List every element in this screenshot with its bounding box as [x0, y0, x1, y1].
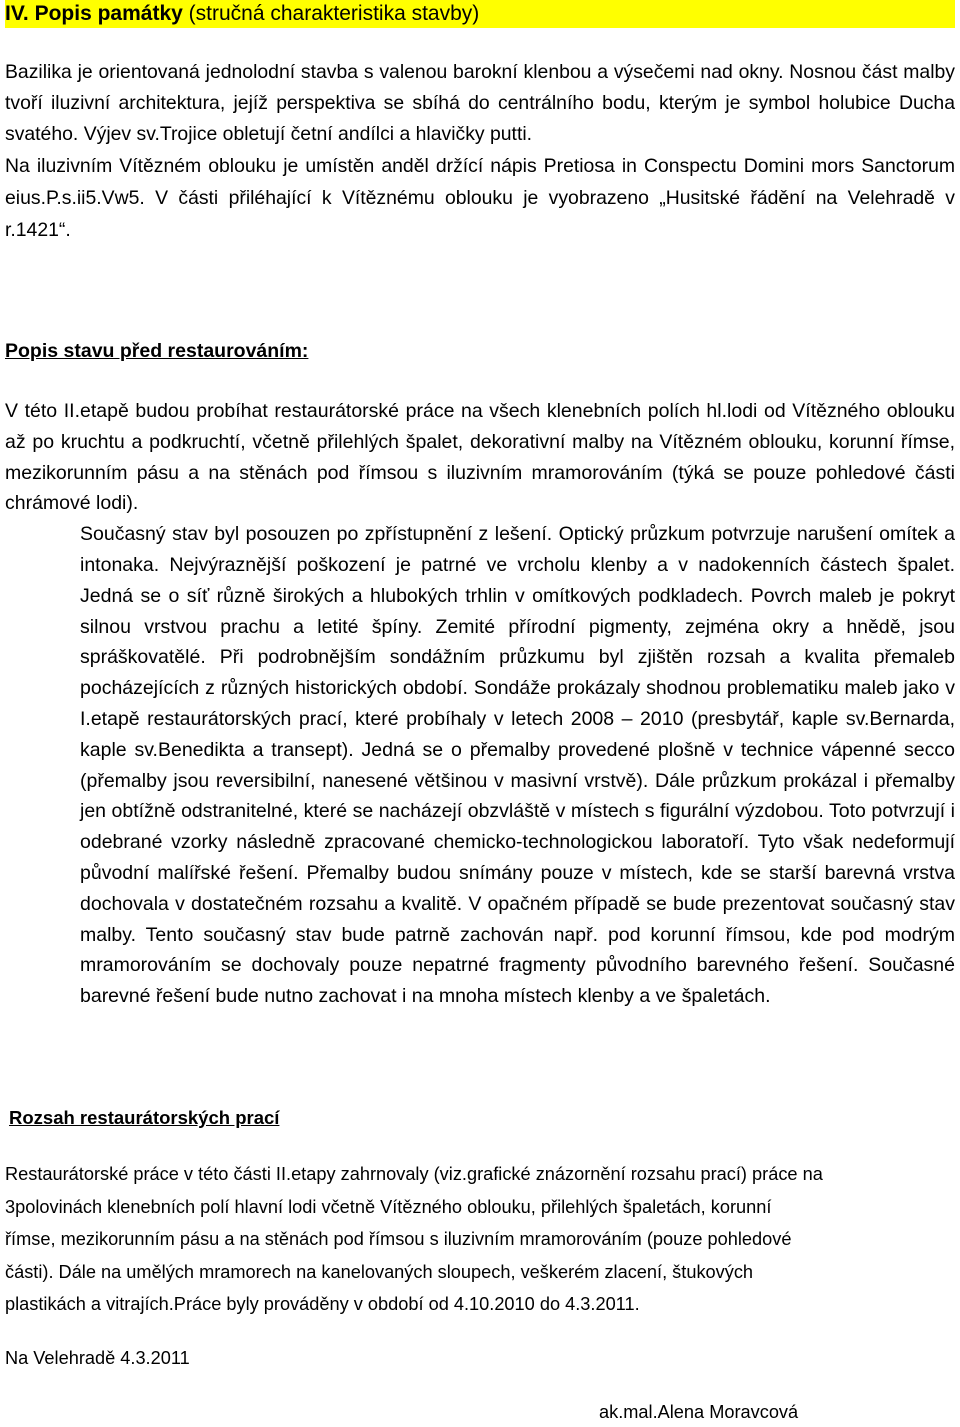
scope-line: Restaurátorské práce v této části II.etapy zahrnovaly (viz.grafické znázornění rozsahu prací) práce na [5, 1164, 823, 1184]
scope-line: plastikách a vitrajích.Práce byly prováděny v období od 4.10.2010 do 4.3.2011. [5, 1294, 640, 1314]
place-date: Na Velehradě 4.3.2011 [5, 1348, 190, 1368]
state-heading: Popis stavu před restaurováním: [5, 340, 309, 362]
scope-paragraph [5, 1158, 955, 1321]
section-subtitle: (stručná charakteristika stavby) [188, 2, 480, 25]
section-number: IV. [5, 2, 29, 25]
scope-heading: Rozsah restaurátorských prací [9, 1107, 280, 1128]
section-title [5, 0, 955, 28]
state-paragraph-2: Současný stav byl posouzen po zpřístupnění z lešení. Optický průzkum potvrzuje narušení omítek a intonaka. Nejvýraznější poškození je patrné ve vrcholu klenby a v nadokenních částech špalet. Jedná se o síť různě širokých a hlubokých trhlin v omítkových podkladech. Povrch maleb je pokryt silnou vrstvou prachu a letité špíny. Zemité přírodní pigmenty, zejména okry a hnědě, jsou spráškovatělé. Při podrobnějším sondážním průzkumu byl zjištěn rozsah a kvalita přemaleb pocházejících z různých historických období. Sondáže prokázaly shodnou problematiku maleb jako v I.etapě restaurátorských prací, které probíhaly v letech 2008 – 2010 (presbytář, kaple sv.Bernarda, kaple sv.Benedikta a transept). Jedná se o přemalby provedené plošně v technice vápenné secco (přemalby jsou reversibilní, nanesené většinou v masivní vrstvě). Dále průzkum prokázal i přemalby jen obtížně odstranitelné, které se nacházejí obzvláště v místech s figurální výzdobou. Toto potvrzují i odebrané vzorky následně zpracované chemicko-technologickou laboratoří. Tyto však nedeformují původní malířské řešení. Přemalby budou snímány pouze v místech, kde se starší barevná vrstva dochovala v dostatečném rozsahu a kvalitě. V opačném případě se bude prezentovat současný stav malby. Tento současný stav bude patrně zachován např. pod korunní římsou, kde pod modrým mramorováním se dochovaly pouze nepatrné fragmenty původního barevného řešení. Současné barevné řešení bude nutno zachovat i na mnoha místech klenby a ve špaletách. [80, 523, 955, 1008]
signature: ak.mal.Alena Moravcová [599, 1402, 799, 1422]
section-title-text: Popis památky [34, 2, 183, 25]
state-paragraph-1: V této II.etapě budou probíhat restaurátorské práce na všech klenebních polích hl.lodi od Vítězného oblouku až po kruchtu a podkruchtí, včetně přilehlých špalet, dekorativní malby na Vítězném oblouku, korunní římse, mezikorunním pásu a na stěnách pod římsou s iluzivním mramorováním (týká se pouze pohledové části chrámové lodi). [5, 400, 955, 515]
scope-line: římse, mezikorunním pásu a na stěnách pod římsou s iluzivním mramorováním (pouze pohledové [5, 1229, 792, 1249]
scope-line: 3polovinách klenebních polí hlavní lodi včetně Vítězného oblouku, přilehlých špaletách, korunní [5, 1196, 772, 1217]
description-paragraph-1: Bazilika je orientovaná jednolodní stavba s valenou barokní klenbou a výsečemi nad okny. Nosnou část malby tvoří iluzivní architektura, jejíž perspektiva se sbíhá do centrálního bodu, kterým je symbol holubice Ducha svatého. Výjev sv.Trojice obletují četní andílci a hlavičky putti. [5, 61, 955, 145]
state-description [5, 396, 955, 1012]
scope-line: části). Dále na umělých mramorech na kanelovaných sloupech, veškerém zlacení, štukových [5, 1261, 754, 1282]
description-paragraph-2: Na iluzivním Vítězném oblouku je umístěn anděl držící nápis Pretiosa in Conspectu Domini mors Sanctorum eius.P.s.ii5.Vw5. V části přiléhající k Vítěznému oblouku je vyobrazeno „Husitské řádění na Velehradě v r.1421“. [5, 155, 955, 241]
